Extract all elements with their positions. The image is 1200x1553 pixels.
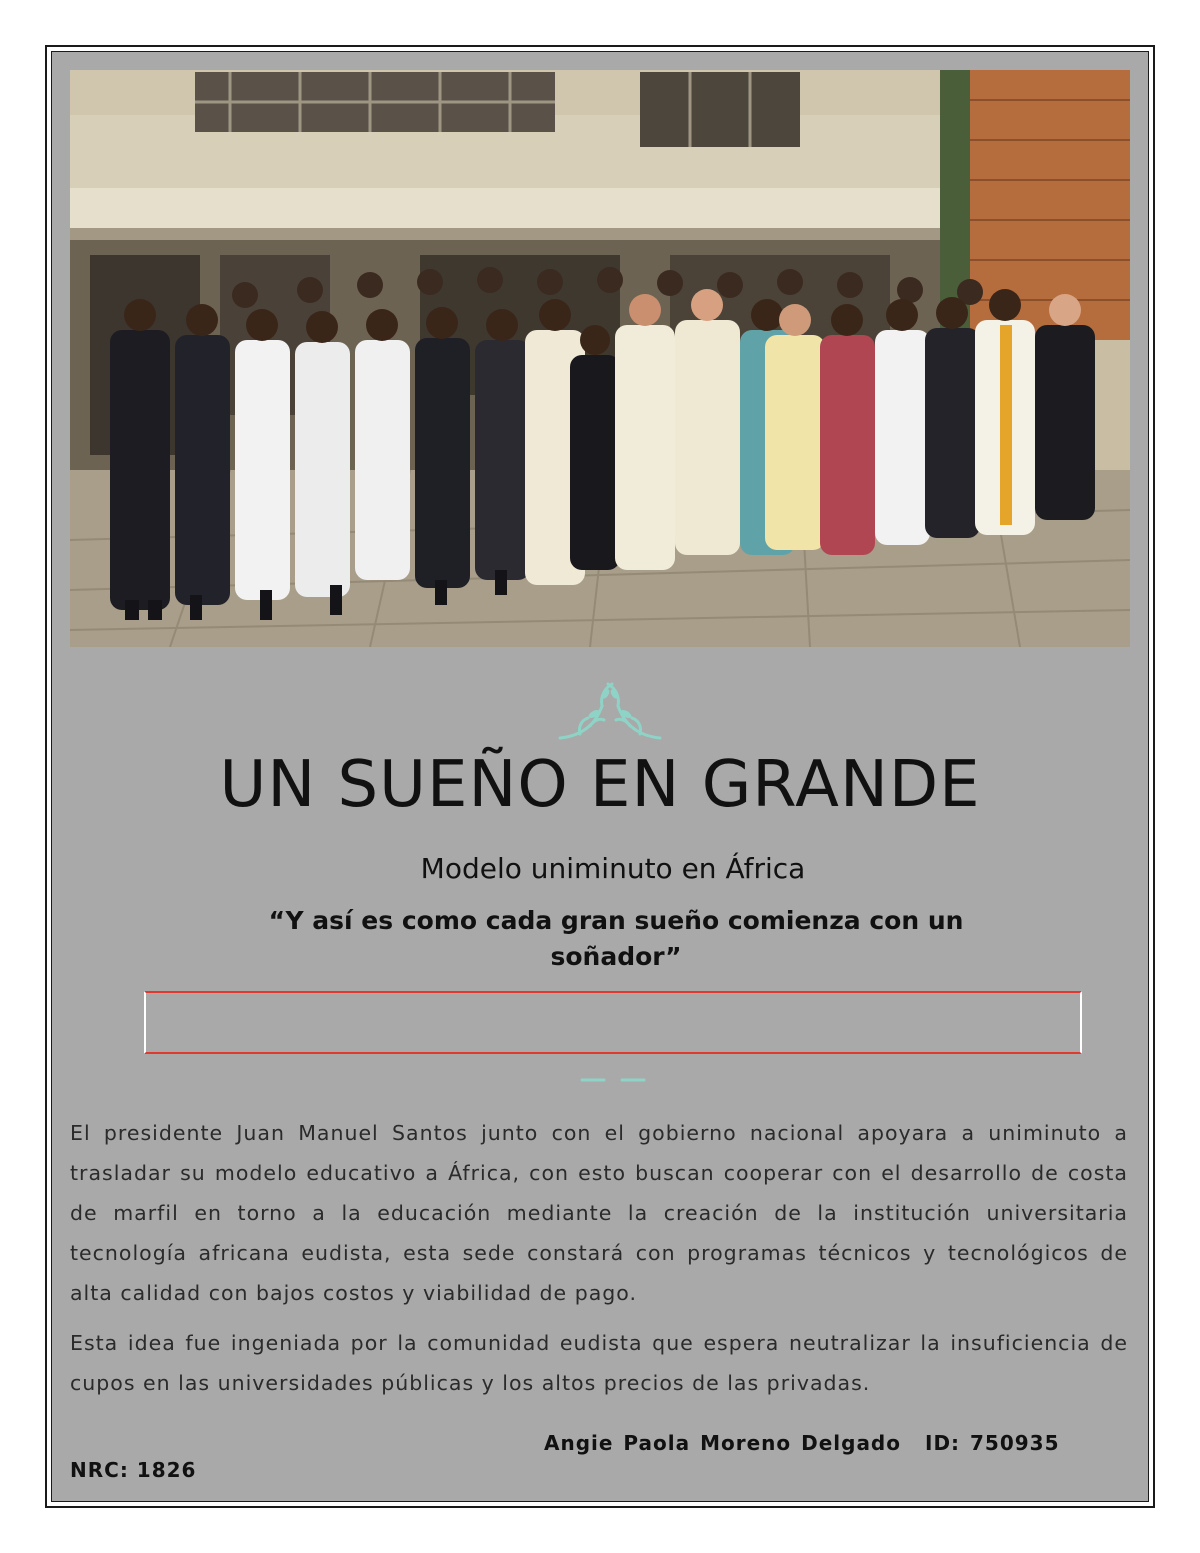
student-id: ID: 750935: [925, 1431, 1060, 1455]
author-line: [544, 1431, 1060, 1455]
leaf-flourish-icon: [578, 1072, 648, 1086]
page-title: UN SUEÑO EN GRANDE: [219, 748, 981, 822]
body-paragraph-1: El presidente Juan Manuel Santos junto con el gobierno nacional apoyara a uniminuto a trasladar su modelo educativo a África, con esto buscan cooperar con el desarrollo de costa de marfil en torno a la educación mediante la creación de la institución universitaria tecnología africana eudista, esta sede constará con programas técnicos y tecnológicos de alta calidad con bajos costos y viabilidad de pago.: [70, 1121, 1128, 1305]
empty-text-box[interactable]: [144, 991, 1082, 1054]
body-paragraph-2: Esta idea fue ingeniada por la comunidad eudista que espera neutralizar la insuficiencia de cupos en las universidades públicas y los altos precios de las privadas.: [70, 1331, 1128, 1395]
nrc-label: NRC: 1826: [70, 1458, 197, 1482]
leaf-flourish-icon: [550, 676, 670, 746]
quote: “Y así es como cada gran sueño comienza con un soñador”: [268, 906, 964, 971]
subtitle: Modelo uniminuto en África: [420, 852, 806, 885]
author-name: Angie Paola Moreno Delgado: [544, 1431, 901, 1455]
group-photo: [70, 70, 1130, 647]
